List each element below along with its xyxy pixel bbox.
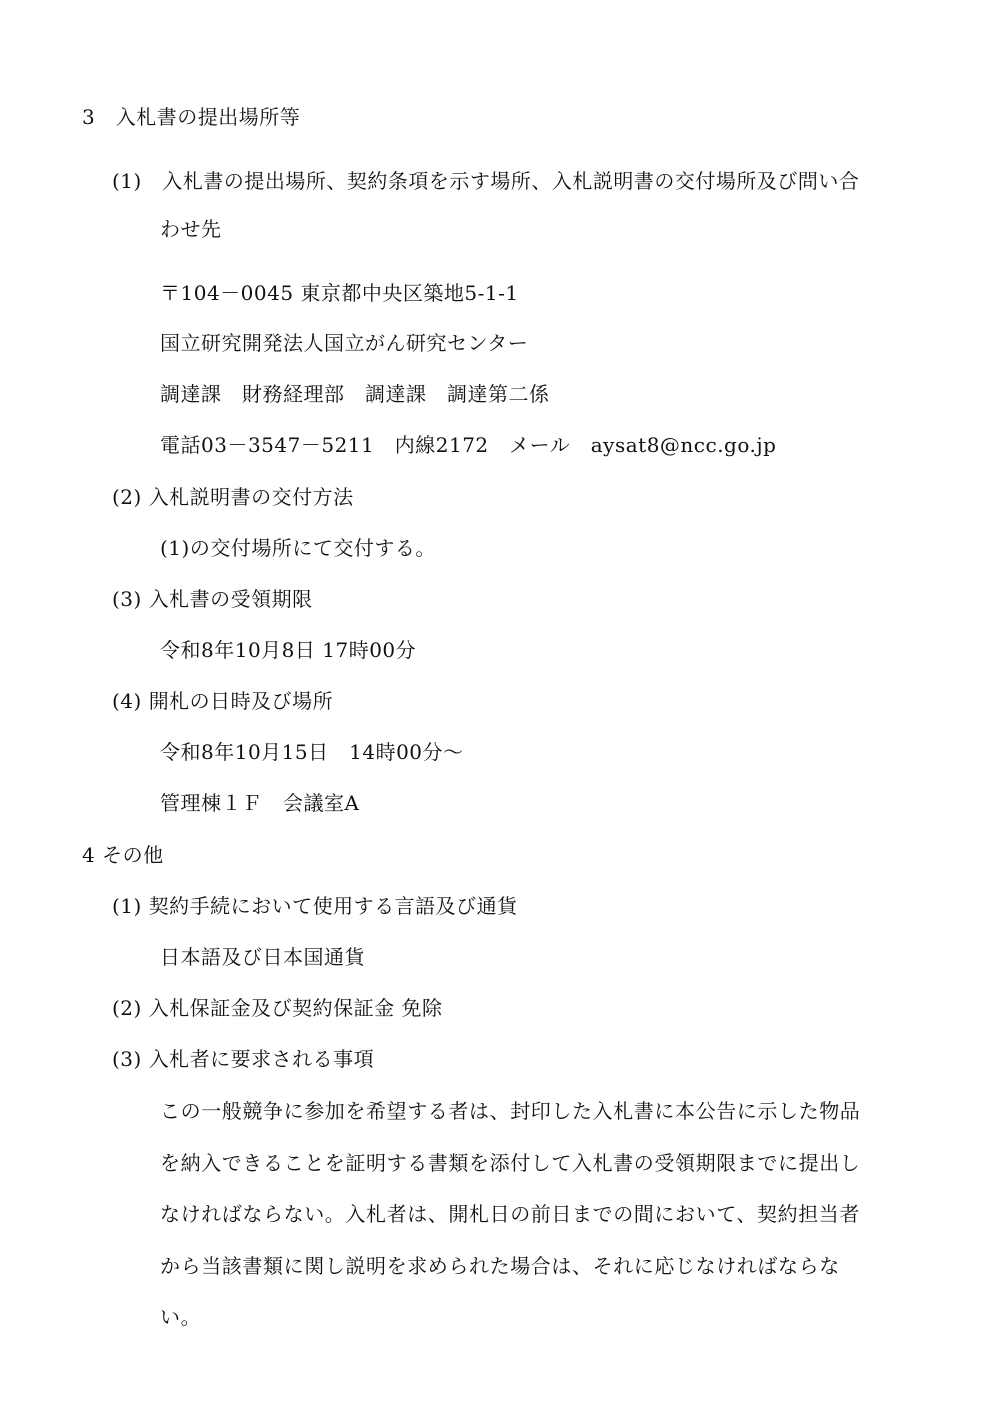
section-3-item-3-label: (3) 入札書の受領期限: [112, 587, 313, 611]
section-4-item-3-label: (3) 入札者に要求される事項: [112, 1047, 375, 1071]
section-3-item-4-label: (4) 開札の日時及び場所: [112, 689, 334, 713]
body-line: を納入できることを証明する書類を添付して入札書の受領期限までに提出し: [160, 1150, 861, 1175]
section-3-item-4-datetime: 令和8年10月15日 14時00分～: [160, 740, 464, 764]
body-line: なければならない。入札者は、開札日の前日までの間において、契約担当者: [160, 1202, 860, 1226]
body-line: この一般競争に参加を希望する者は、封印した入札書に本公告に示した物品: [160, 1099, 861, 1123]
address-line: 〒104－0045 東京都中央区築地5-1-1: [160, 281, 519, 305]
department-line: 調達課 財務経理部 調達課 調達第二係: [160, 382, 550, 406]
section-3-item-3-body: 令和8年10月8日 17時00分: [160, 638, 417, 662]
contact-line: 電話03－3547－5211 内線2172 メール aysat8@ncc.go.jp: [160, 433, 777, 457]
section-3-item-1-label-line1: (1) 入札書の提出場所、契約条項を示す場所、入札説明書の交付場所及び問い合: [112, 169, 860, 193]
body-line: から当該書類に関し説明を求められた場合は、それに応じなければならな: [160, 1253, 840, 1278]
section-4-item-3-body: [160, 1086, 905, 1344]
section-4-heading: 4 その他: [82, 843, 164, 867]
section-3-item-2-label: (2) 入札説明書の交付方法: [112, 485, 354, 509]
organization-name: 国立研究開発法人国立がん研究センター: [160, 331, 529, 355]
section-4-item-1-body: 日本語及び日本国通貨: [160, 945, 365, 969]
section-3-item-2-body: (1)の交付場所にて交付する。: [160, 536, 436, 560]
body-line: い。: [160, 1305, 202, 1329]
section-4-item-2-label: (2) 入札保証金及び契約保証金 免除: [112, 996, 443, 1020]
section-3-item-1-label-line2: わせ先: [160, 217, 222, 241]
section-3-item-4-place: 管理棟１Ｆ 会議室A: [160, 791, 360, 815]
section-3-heading: 3 入札書の提出場所等: [82, 105, 301, 129]
section-4-item-1-label: (1) 契約手続において使用する言語及び通貨: [112, 894, 518, 918]
